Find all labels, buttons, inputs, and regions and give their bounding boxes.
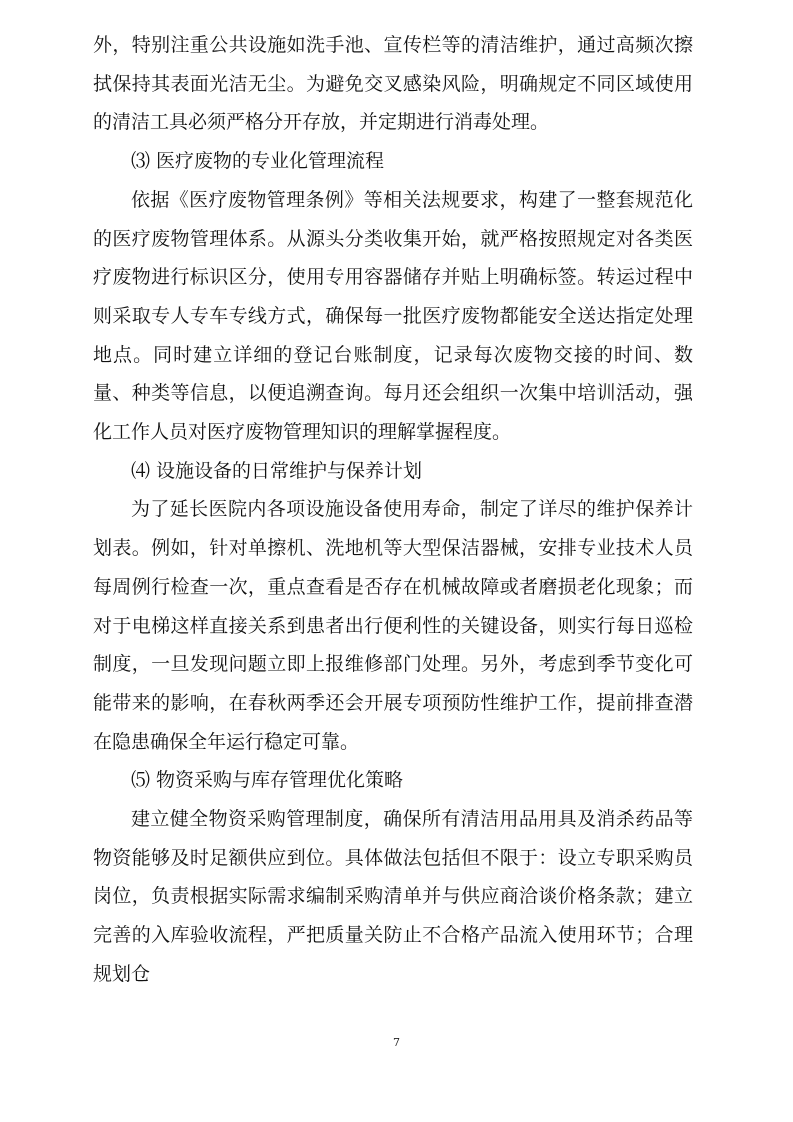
section-heading-5: ⑸ 物资采购与库存管理优化策略	[131, 769, 404, 792]
paragraph-medical-waste: 依据《医疗废物管理条例》等相关法规要求，构建了一整套规范化的医疗废物管理体系。从源头分类收集开始，就严格按照规定对各类医疗废物进行标识区分，使用专用容器储存并贴上明确标签。转运过程中则采取专人专车专线方式，确保每一批医疗废物都能安全送达指定处理地点。同时建立详细的登记台账制度，记录每次废物交接的时间、数量、种类等信息，以便追溯查询。每月还会组织一次集中培训活动，强化工作人员对医疗废物管理知识的理解掌握程度。	[93, 188, 693, 444]
paragraph-procurement: 建立健全物资采购管理制度，确保所有清洁用品用具及消杀药品等物资能够及时足额供应到位。具体做法包括但不限于：设立专职采购员岗位，负责根据实际需求编制采购清单并与供应商洽谈价格条款；建立完善的入库验收流程，严把质量关防止不合格产品流入使用环节；合理规划仓	[93, 808, 693, 985]
paragraph-equipment-maintenance: 为了延长医院内各项设施设备使用寿命，制定了详尽的维护保养计划表。例如，针对单擦机、洗地机等大型保洁器械，安排专业技术人员每周例行检查一次，重点查看是否存在机械故障或者磨损老化现象；而对于电梯这样直接关系到患者出行便利性的关键设备，则实行每日巡检制度，一旦发现问题立即上报维修部门处理。另外，考虑到季节变化可能带来的影响，在春秋两季还会开展专项预防性维护工作，提前排查潜在隐患确保全年运行稳定可靠。	[93, 498, 693, 753]
page-body	[93, 26, 693, 994]
paragraph-continued: 外，特别注重公共设施如洗手池、宣传栏等的清洁维护，通过高频次擦拭保持其表面光洁无尘。为避免交叉感染风险，明确规定不同区域使用的清洁工具必须严格分开存放，并定期进行消毒处理。	[93, 34, 693, 134]
section-heading-4: ⑷ 设施设备的日常维护与保养计划	[131, 459, 423, 482]
page-number: 7	[393, 1036, 400, 1049]
section-heading-3: ⑶ 医疗废物的专业化管理流程	[131, 150, 385, 173]
